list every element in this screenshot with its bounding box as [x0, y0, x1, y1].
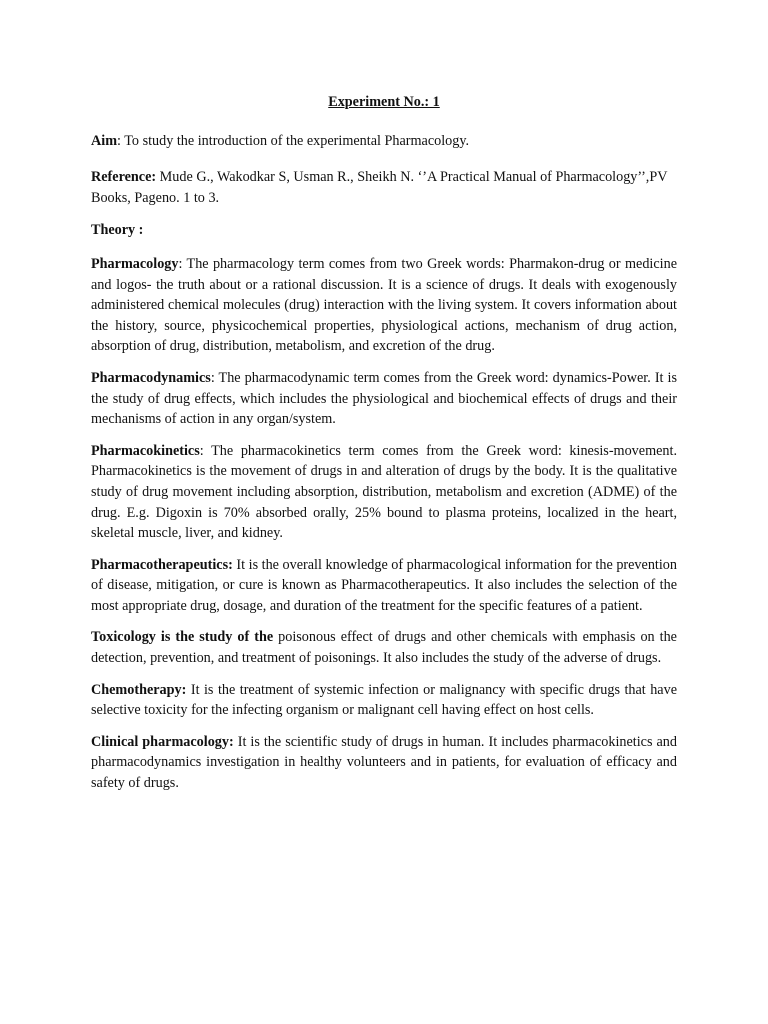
section-term: Toxicology is the study of the — [91, 629, 274, 646]
section-toxicology — [91, 627, 677, 668]
section-term: Pharmacotherapeutics: — [91, 556, 233, 573]
section-text: It is the treatment of systemic infection or malignancy with specific drugs that have selective toxicity for the infecting organism or malignant cell having effect on host cells. — [91, 681, 677, 719]
section-text: : The pharmacokinetics term comes from the Greek word: kinesis-movement. Pharmacokinetics is the movement of drugs in and alteration of drugs by the body. It is the qualitative study of drug movement including absorption, distribution, metabolism and excretion (ADME) of the drug. E.g. Digoxin is 70% absorbed orally, 25% bound to plasma proteins, localized in the heart, skeletal muscle, liver, and kidney. — [91, 442, 677, 542]
aim-paragraph — [91, 131, 677, 152]
aim-text: : To study the introduction of the experimental Pharmacology. — [117, 132, 470, 149]
theory-heading: Theory : — [91, 222, 144, 239]
section-pharmacodynamics — [91, 368, 677, 430]
section-term: Clinical pharmacology: — [91, 733, 234, 750]
section-term: Pharmacology — [91, 255, 179, 272]
section-term: Chemotherapy: — [91, 681, 187, 698]
section-text: : The pharmacology term comes from two Greek words: Pharmakon-drug or medicine and logos- the truth about or a rational discussion. It is a science of drugs. It deals with exogenously administered chemical molecules (drug) interaction with the living system. It covers information about the history, source, physicochemical properties, physiological actions, mechanism of drug action, absorption of drug, distribution, metabolism, and excretion of the drug. — [91, 255, 677, 355]
experiment-title: Experiment No.: 1 — [328, 94, 440, 110]
section-clinical-pharmacology — [91, 732, 677, 794]
section-term: Pharmacokinetics — [91, 442, 200, 459]
document-page — [91, 92, 677, 805]
section-pharmacology — [91, 254, 677, 357]
aim-label: Aim — [91, 132, 118, 149]
section-pharmacokinetics — [91, 441, 677, 544]
section-term: Pharmacodynamics — [91, 369, 211, 386]
section-text: : The pharmacodynamic term comes from the Greek word: dynamics-Power. It is the study of drug effects, which includes the physiological and biochemical effects of drugs and their mechanisms of action in any organ/system. — [91, 369, 677, 428]
section-chemotherapy — [91, 680, 677, 721]
reference-paragraph — [91, 167, 677, 208]
section-text: It is the scientific study of drugs in human. It includes pharmacokinetics and pharmacodynamics investigation in healthy volunteers and in patients, for evaluation of efficacy and safety of drugs. — [91, 733, 677, 792]
section-pharmacotherapeutics — [91, 555, 677, 617]
section-text: poisonous effect of drugs and other chemicals with emphasis on the detection, prevention, and treatment of poisonings. It also includes the study of the adverse of drugs. — [91, 629, 677, 667]
reference-text: Mude G., Wakodkar S, Usman R., Sheikh N. ‘’A Practical Manual of Pharmacology’’,PV Books, Pageno. 1 to 3. — [91, 169, 668, 206]
section-text: It is the overall knowledge of pharmacological information for the prevention of disease, mitigation, or cure is known as Pharmacotherapeutics. It also includes the selection of the most appropriate drug, dosage, and duration of the treatment for the specific features of a patient. — [91, 556, 677, 614]
reference-label: Reference: — [91, 169, 157, 186]
